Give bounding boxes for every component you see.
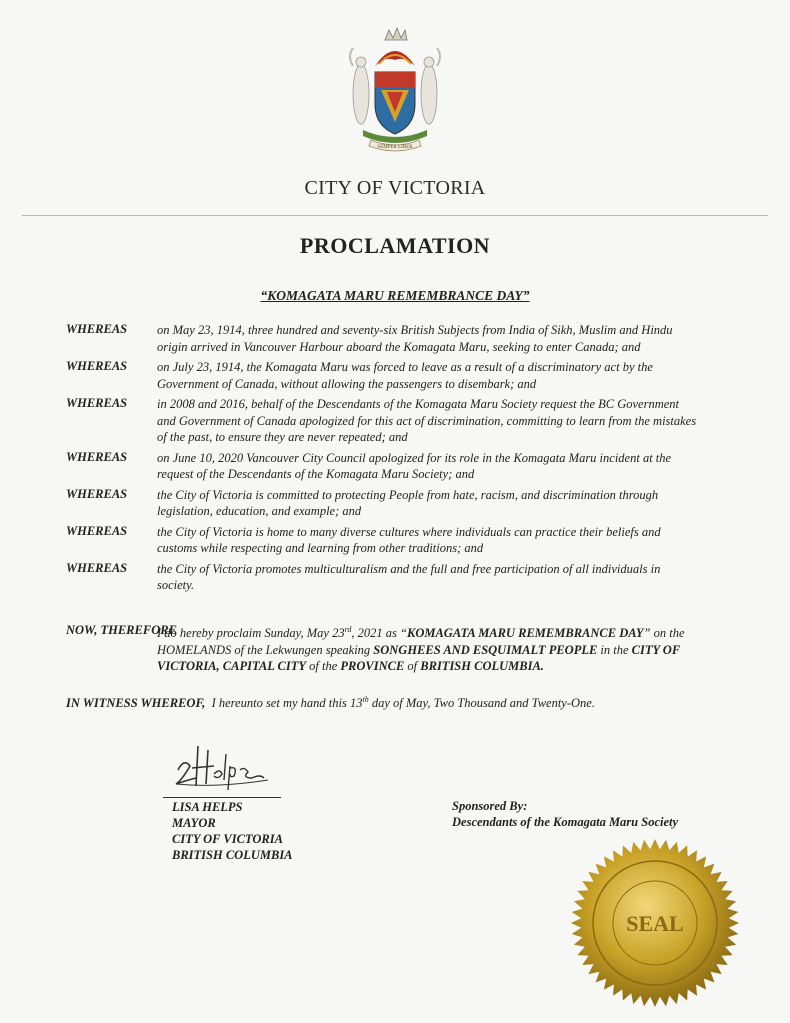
- whereas-clause: [0, 487, 790, 520]
- proclamation-heading: PROCLAMATION: [299, 233, 491, 258]
- clause-label: WHEREAS: [66, 396, 128, 410]
- sponsor-label: Sponsored By:: [452, 799, 528, 813]
- clause-text: the City of Victoria promotes multiculturalism and the full and free participation of all individuals in society.: [157, 561, 661, 592]
- clause-text: the City of Victoria is committed to protecting People from hate, racism, and discrimination through legislation, education, and example; and: [157, 487, 659, 518]
- nt-province-name: BRITISH COLUMBIA.: [420, 659, 544, 674]
- proclamation-subtitle: “KOMAGATA MARU REMEMBRANCE DAY”: [260, 288, 530, 303]
- nt-city: CITY OF VICTORIA, CAPITAL CITY: [157, 642, 680, 674]
- nt-text-1: I do hereby proclaim Sunday, May 23: [157, 626, 345, 641]
- nt-text-6: of: [404, 659, 421, 674]
- witness-clause: [66, 695, 726, 711]
- witness-label: IN WITNESS WHEREOF,: [66, 696, 206, 711]
- nt-date-suffix: rd: [344, 625, 352, 634]
- nt-text-2: , 2021 as “: [351, 626, 407, 641]
- svg-text:SEMPER LIBER: SEMPER LIBER: [377, 145, 413, 150]
- clause-label: WHEREAS: [66, 322, 128, 336]
- whereas-clauses: [0, 322, 790, 598]
- whereas-clause: [0, 450, 790, 483]
- clause-text: on June 10, 2020 Vancouver City Council apologized for its role in the Komagata Maru incident at the request of the Descendants of the Komagata Maru Society; and: [157, 450, 672, 481]
- now-therefore-label: NOW, THEREFORE: [66, 623, 177, 637]
- signer-city: CITY OF VICTORIA: [172, 832, 283, 846]
- whereas-clause: [0, 524, 790, 557]
- clause-label: WHEREAS: [66, 449, 128, 464]
- whereas-clause: [0, 396, 790, 446]
- clause-label: WHEREAS: [66, 560, 128, 575]
- sponsor-org: Descendants of the Komagata Maru Society: [452, 815, 679, 829]
- signature-line: [163, 797, 281, 798]
- header-divider: [22, 215, 768, 216]
- signer-block: [172, 799, 293, 863]
- whereas-clause: [0, 359, 790, 392]
- clause-text: on July 23, 1914, the Komagata Maru was forced to leave as a result of a discriminatory act by the Government of Canada, without allowing the passengers to disembark; and: [157, 360, 653, 391]
- now-therefore-clause: [66, 622, 706, 675]
- nt-province-word: PROVINCE: [340, 659, 405, 674]
- coat-of-arms-icon: [345, 26, 445, 154]
- clause-text: in 2008 and 2016, behalf of the Descendants of the Komagata Maru Society request the BC Government and Government of Canada apologized for this act of discrimination, committing to learn from the mistakes of the past, to ensure they are never repeated; and: [157, 397, 697, 444]
- nt-text-5: of the: [306, 659, 341, 674]
- signature-image: [168, 740, 288, 795]
- city-title: CITY OF VICTORIA: [304, 177, 486, 199]
- signer-title: MAYOR: [172, 816, 216, 830]
- witness-date-suffix: th: [362, 695, 369, 704]
- nt-event-name: KOMAGATA MARU REMEMBRANCE DAY: [406, 626, 644, 641]
- svg-text:SEAL: SEAL: [626, 911, 684, 936]
- whereas-clause: [0, 322, 790, 355]
- now-therefore-text: [157, 622, 706, 675]
- witness-text-1: I hereunto set my hand this 13: [211, 696, 363, 711]
- signer-name: LISA HELPS: [172, 800, 243, 814]
- whereas-clause: [0, 561, 790, 594]
- nt-text-4: in the: [597, 642, 632, 657]
- sponsor-block: [452, 798, 678, 830]
- nt-text-3: ” on the HOMELANDS of the Lekwungen speaking: [157, 626, 685, 657]
- signer-province: BRITISH COLUMBIA: [172, 848, 293, 862]
- clause-label: WHEREAS: [66, 523, 128, 538]
- clause-text: on May 23, 1914, three hundred and seventy-six British Subjects from India of Sikh, Muslim and Hindu origin arrived in Vancouver Harbour aboard the Komagata Maru, seeking to enter Canada; and: [157, 323, 673, 354]
- clause-text: the City of Victoria is home to many diverse cultures where individuals can practice their beliefs and customs while respecting and learning from other traditions; and: [157, 524, 661, 555]
- clause-label: WHEREAS: [66, 359, 128, 373]
- witness-text-2: day of May, Two Thousand and Twenty-One.: [368, 696, 595, 711]
- gold-seal-icon: [570, 838, 740, 1008]
- nt-peoples: SONGHEES AND ESQUIMALT PEOPLE: [373, 642, 598, 657]
- clause-label: WHEREAS: [66, 486, 128, 501]
